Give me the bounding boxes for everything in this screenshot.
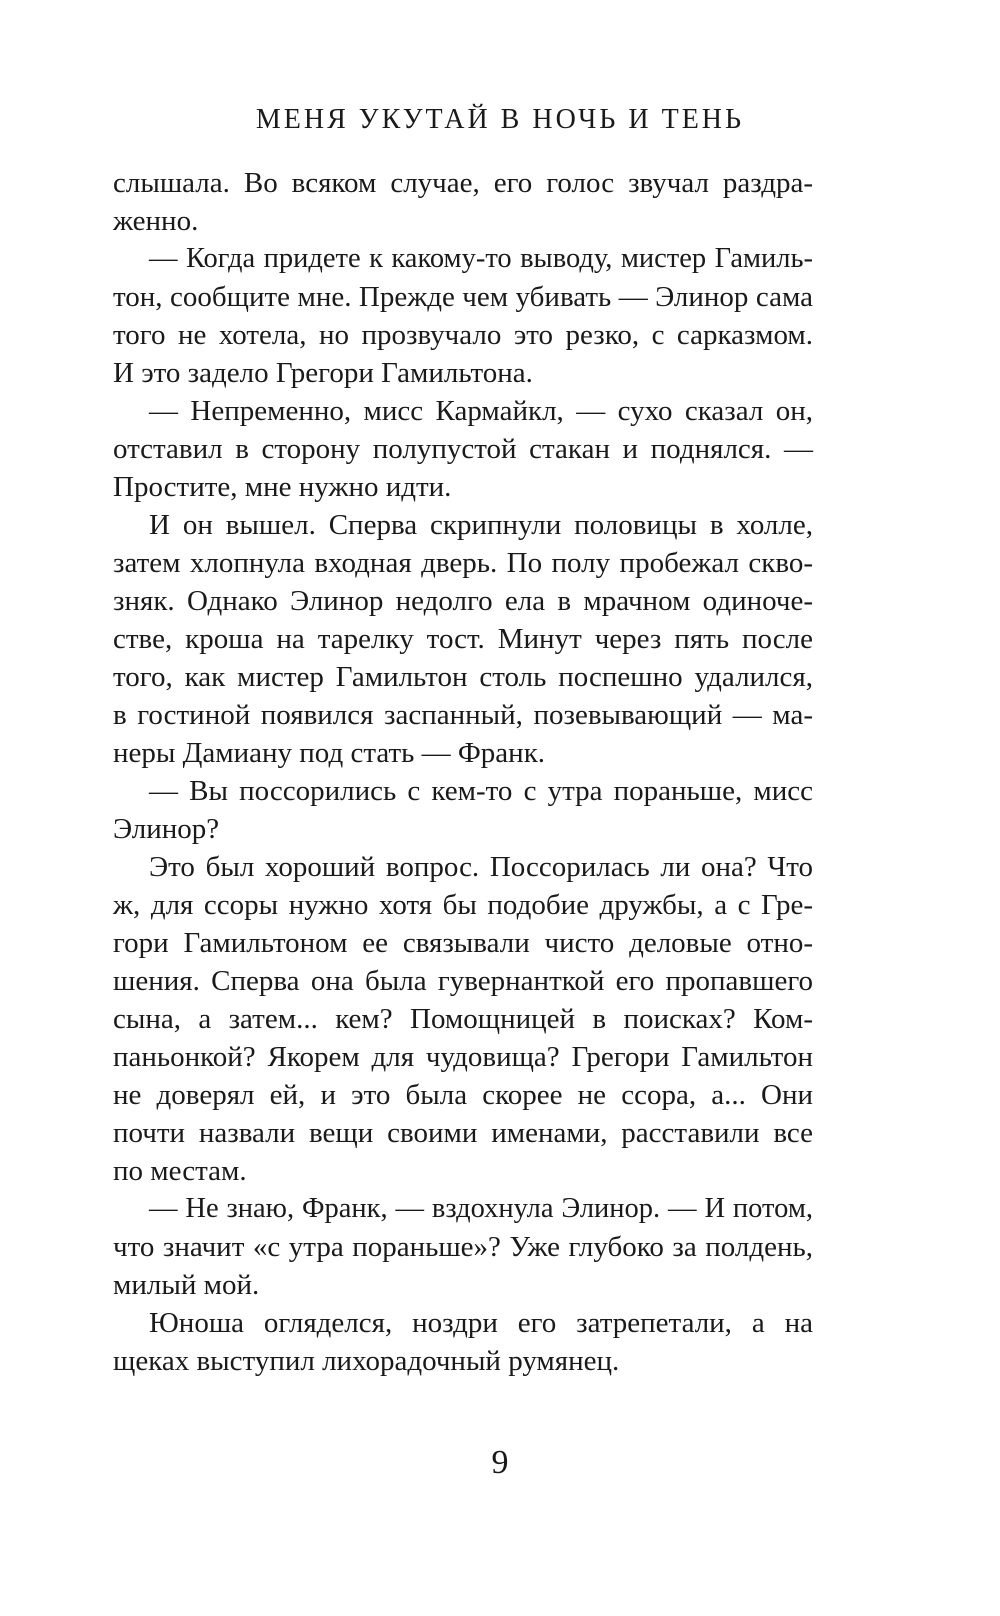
text-line: щеках выступил лихорадочный румянец. [113,1345,620,1377]
text-line: паньонкой? Якорем для чудовища? Грегори Гамильтон [113,1041,813,1073]
text-line: женно. [113,205,199,237]
text-line: в гостиной появился заспанный, позевывающий — ма- [113,699,813,731]
text-line: слышала. Во всяком случае, его голос звучал раздра- [113,167,813,199]
body-text [113,164,813,1380]
text-line: — Вы поссорились с кем-то с утра пораньше, мисс [149,775,813,807]
text-line: Юноша огляделся, ноздри его затрепетали, а на [149,1307,813,1339]
text-line: И он вышел. Сперва скрипнули половицы в холле, [149,509,813,541]
text-line: шения. Сперва она была гувернанткой его пропавшего [113,965,813,997]
text-line: тон, сообщите мне. Прежде чем убивать — Элинор сама [113,281,813,313]
text-line: Это был хороший вопрос. Поссорилась ли она? Что [149,851,813,883]
text-line: затем хлопнула входная дверь. По полу пробежал скво- [113,547,813,579]
text-line: почти назвали вещи своими именами, расставили все [113,1117,813,1149]
page-number: 9 [491,1444,509,1481]
text-line: по местам. [113,1155,247,1187]
text-line: того, как мистер Гамильтон столь поспешно удалился, [113,661,813,693]
text-line: Элинор? [113,813,220,845]
text-line: что значит «с утра пораньше»? Уже глубоко за полдень, [113,1231,813,1263]
text-line: И это задело Грегори Гамильтона. [113,357,533,389]
running-head: МЕНЯ УКУТАЙ В НОЧЬ И ТЕНЬ [255,104,745,135]
text-line: — Не знаю, Франк, — вздохнула Элинор. — И потом, [149,1193,813,1224]
text-line: — Непременно, мисс Кармайкл, — сухо сказал он, [149,395,813,427]
text-line: неры Дамиану под стать — Франк. [113,737,546,769]
text-line: гори Гамильтоном ее связывали чисто деловые отно- [113,927,813,959]
text-line: — Когда придете к какому-то выводу, мистер Гамиль- [149,243,813,274]
text-line: стве, кроша на тарелку тост. Минут через пять после [113,623,813,655]
text-line: ж, для ссоры нужно хотя бы подобие дружбы, а с Гре- [113,889,813,921]
text-line: не доверял ей, и это была скорее не ссора, а... Они [113,1079,813,1111]
text-line: того не хотела, но прозвучало это резко, с сарказмом. [113,319,813,351]
text-line: зняк. Однако Элинор недолго ела в мрачном одиноче- [113,585,813,617]
text-line: сына, а затем... кем? Помощницей в поисках? Ком- [113,1003,813,1035]
text-line: отставил в сторону полупустой стакан и поднялся. — [113,433,813,465]
text-line: милый мой. [113,1269,260,1301]
text-line: Простите, мне нужно идти. [113,471,452,503]
